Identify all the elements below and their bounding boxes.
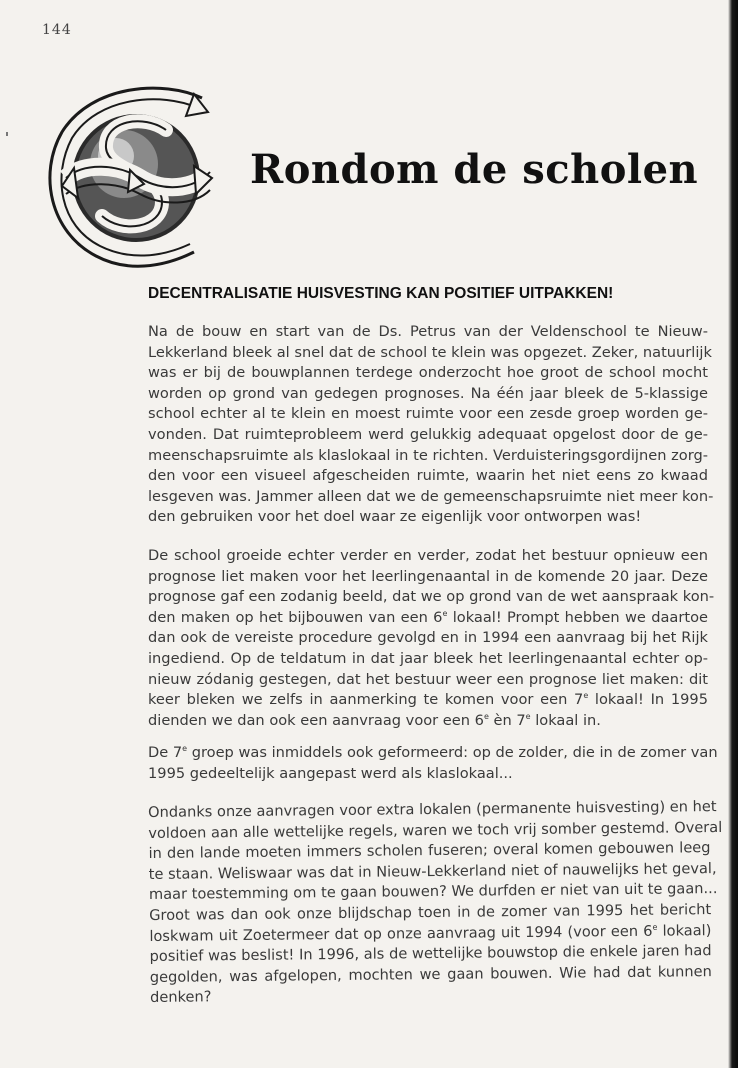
text-fragment: lokaal) [657, 921, 712, 940]
text-line: positief was beslist! In 1996, als de wettelijke bouwstop die enkele jaren had [149, 942, 712, 966]
text-fragment: loskwam uit Zoetermeer dat op onze aanvraag uit 1994 (voor een 6 [149, 922, 653, 945]
superscript: e [583, 691, 589, 701]
text-line [148, 743, 718, 764]
text-line: nieuw zódanig gestegen, dat het bestuur weer een prognose liet maken: dit [148, 670, 708, 688]
superscript: e [483, 711, 489, 721]
text-line: lesgeven was. Jammer alleen dat we de gemeenschapsruimte niet meer kon- [148, 487, 714, 505]
text-line: voldoen aan alle wettelijke regels, waren we toch vrij somber gestemd. Overal [148, 818, 723, 842]
superscript: e [525, 711, 531, 721]
text-line: dan ook de vereiste procedure gevolgd en in 1994 een aanvraag bij het Rijk [148, 629, 708, 647]
text-fragment: lokaal! In 1995 [588, 691, 708, 709]
superscript: e [182, 744, 188, 753]
text-fragment: lokaal! Prompt hebben we daartoe [447, 608, 708, 626]
text-line: te staan. Weliswaar was dat in Nieuw-Lekkerland niet of nauwelijks het geval, [148, 859, 717, 883]
text-fragment: lokaal in. [530, 711, 601, 729]
page-edge-shadow [728, 0, 738, 1068]
chapter-title: Rondom de scholen [250, 146, 699, 193]
text-fragment: keer bleken we zelfs in aanmerking te komen voor een 7 [148, 691, 584, 709]
page-number: 144 [42, 22, 72, 38]
text-line: prognose gaf een zodanig beeld, dat we op grond van de wet aanspraak kon- [148, 588, 715, 606]
paragraph-3 [148, 743, 718, 784]
text-line: denken? [149, 988, 212, 1007]
text-fragment: dienden we dan ook een aanvraag voor een 6 [148, 711, 484, 729]
text-fragment: De 7 [148, 744, 183, 761]
superscript: e [652, 922, 658, 932]
rondom-de-scholen-logo-icon [44, 86, 216, 270]
text-line: maar toestemming om te gaan bouwen? We durfden er niet van uit te gaan... [148, 880, 718, 904]
text-fragment: èn 7 [488, 711, 526, 729]
text-line: worden op grond van gedegen prognoses. Na één jaar bleek de 5-klassige [148, 384, 708, 402]
text-line: was er bij de bouwplannen terdege onderzocht hoe groot de school mocht [148, 364, 708, 382]
text-line: meenschapsruimte als klaslokaal in te richten. Verduisteringsgordijnen zorg- [148, 446, 708, 464]
text-line: prognose liet maken voor het leerlingenaantal in de komende 20 jaar. Deze [148, 567, 708, 585]
text-line: den voor een visueel afgescheiden ruimte, waarin het niet eens zo kwaad [148, 467, 708, 485]
text-line: Na de bouw en start van de Ds. Petrus van der Veldenschool te Nieuw- [148, 323, 708, 340]
superscript: e [442, 608, 448, 618]
text-line [148, 711, 708, 732]
text-line: 1995 gedeeltelijk aangepast werd als klaslokaal... [148, 764, 513, 782]
text-line: in den lande moeten immers scholen fuseren; overal komen gebouwen leeg [148, 839, 711, 863]
article-headline: DECENTRALISATIE HUISVESTING KAN POSITIEF UITPAKKEN! [148, 285, 614, 302]
paragraph-2 [148, 546, 715, 731]
text-line [148, 608, 708, 629]
text-line: De school groeide echter verder en verder, zodat het bestuur opnieuw een [148, 547, 708, 564]
text-line: vonden. Dat ruimteprobleem werd gelukkig adequaat opgelost door de ge- [148, 425, 708, 443]
text-line: Groot was dan ook onze blijdschap toen in de zomer van 1995 het bericht [149, 901, 712, 924]
paragraph-1 [148, 322, 714, 528]
text-line [148, 690, 708, 711]
margin-mark [6, 132, 8, 136]
text-line: school echter al te klein en moest ruimte voor een zesde groep worden ge- [148, 405, 708, 423]
text-line: Ondanks onze aanvragen voor extra lokalen (permanente huisvesting) en het [148, 798, 717, 821]
text-line: den gebruiken voor het doel waar ze eigenlijk voor ontworpen was! [148, 508, 642, 526]
text-line: gegolden, was afgelopen, mochten we gaan bouwen. Wie had dat kunnen [149, 962, 712, 986]
text-fragment: groep was inmiddels ook geformeerd: op de zolder, die in de zomer van [187, 744, 718, 761]
text-line: Lekkerland bleek al snel dat de school te klein was opgezet. Zeker, natuurlijk [148, 343, 712, 361]
text-fragment: den maken op het bijbouwen van een 6 [148, 608, 443, 626]
paragraph-4 [148, 797, 723, 1009]
text-line: ingediend. Op de teldatum in dat jaar bleek het leerlingenaantal echter op- [148, 649, 708, 667]
